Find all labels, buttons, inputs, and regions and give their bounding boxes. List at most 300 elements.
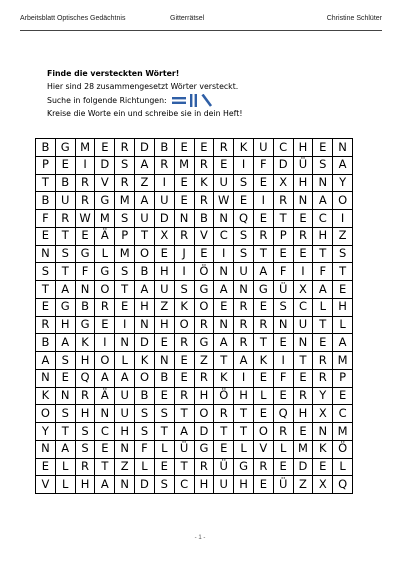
grid-cell[interactable]: L bbox=[155, 441, 175, 459]
grid-cell[interactable]: G bbox=[195, 441, 215, 459]
grid-cell[interactable]: K bbox=[313, 441, 333, 459]
grid-cell[interactable]: E bbox=[254, 175, 274, 193]
grid-cell[interactable]: T bbox=[234, 423, 254, 441]
grid-cell[interactable]: N bbox=[313, 423, 333, 441]
grid-cell[interactable]: A bbox=[313, 281, 333, 299]
grid-cell[interactable]: Q bbox=[274, 405, 294, 423]
grid-cell[interactable]: M bbox=[294, 441, 314, 459]
grid-cell[interactable]: E bbox=[195, 139, 215, 157]
grid-cell[interactable]: S bbox=[234, 228, 254, 246]
grid-cell[interactable]: G bbox=[234, 459, 254, 477]
grid-cell[interactable]: H bbox=[76, 476, 96, 494]
grid-cell[interactable]: H bbox=[195, 388, 215, 406]
grid-cell[interactable]: N bbox=[36, 370, 56, 388]
grid-cell[interactable]: K bbox=[135, 352, 155, 370]
grid-cell[interactable]: I bbox=[274, 352, 294, 370]
grid-cell[interactable]: R bbox=[195, 459, 215, 477]
grid-cell[interactable]: R bbox=[195, 370, 215, 388]
grid-cell[interactable]: H bbox=[56, 317, 76, 335]
grid-cell[interactable]: N bbox=[274, 317, 294, 335]
grid-cell[interactable]: E bbox=[175, 192, 195, 210]
grid-cell[interactable]: T bbox=[313, 246, 333, 264]
grid-cell[interactable]: K bbox=[36, 388, 56, 406]
grid-cell[interactable]: D bbox=[135, 139, 155, 157]
grid-cell[interactable]: Ü bbox=[214, 459, 234, 477]
grid-cell[interactable]: E bbox=[313, 139, 333, 157]
grid-cell[interactable]: E bbox=[36, 459, 56, 477]
grid-cell[interactable]: S bbox=[135, 405, 155, 423]
grid-cell[interactable]: T bbox=[155, 423, 175, 441]
grid-cell[interactable]: E bbox=[175, 139, 195, 157]
grid-cell[interactable]: B bbox=[36, 192, 56, 210]
grid-cell[interactable]: T bbox=[175, 459, 195, 477]
grid-cell[interactable]: M bbox=[115, 246, 135, 264]
grid-cell[interactable]: S bbox=[56, 246, 76, 264]
grid-cell[interactable]: E bbox=[294, 210, 314, 228]
grid-cell[interactable]: L bbox=[313, 299, 333, 317]
grid-cell[interactable]: H bbox=[135, 299, 155, 317]
grid-cell[interactable]: Ü bbox=[175, 441, 195, 459]
grid-cell[interactable]: E bbox=[254, 405, 274, 423]
grid-cell[interactable]: T bbox=[254, 334, 274, 352]
grid-cell[interactable]: S bbox=[36, 263, 56, 281]
grid-cell[interactable]: R bbox=[95, 299, 115, 317]
grid-cell[interactable]: T bbox=[36, 281, 56, 299]
grid-cell[interactable]: A bbox=[214, 281, 234, 299]
grid-cell[interactable]: I bbox=[333, 210, 353, 228]
grid-cell[interactable]: V bbox=[254, 441, 274, 459]
grid-cell[interactable]: E bbox=[155, 459, 175, 477]
grid-cell[interactable]: S bbox=[76, 423, 96, 441]
grid-cell[interactable]: I bbox=[254, 192, 274, 210]
grid-cell[interactable]: R bbox=[76, 175, 96, 193]
grid-cell[interactable]: N bbox=[36, 441, 56, 459]
grid-cell[interactable]: A bbox=[115, 370, 135, 388]
grid-cell[interactable]: G bbox=[56, 139, 76, 157]
grid-cell[interactable]: E bbox=[214, 299, 234, 317]
grid-cell[interactable]: P bbox=[274, 228, 294, 246]
grid-cell[interactable]: E bbox=[254, 370, 274, 388]
grid-cell[interactable]: N bbox=[115, 334, 135, 352]
grid-cell[interactable]: L bbox=[333, 317, 353, 335]
grid-cell[interactable]: I bbox=[115, 317, 135, 335]
grid-cell[interactable]: H bbox=[333, 299, 353, 317]
grid-cell[interactable]: D bbox=[274, 157, 294, 175]
grid-cell[interactable]: R bbox=[254, 228, 274, 246]
grid-cell[interactable]: Z bbox=[155, 299, 175, 317]
grid-cell[interactable]: O bbox=[95, 281, 115, 299]
grid-cell[interactable]: K bbox=[175, 299, 195, 317]
grid-cell[interactable]: R bbox=[175, 334, 195, 352]
grid-cell[interactable]: E bbox=[155, 388, 175, 406]
grid-cell[interactable]: X bbox=[313, 476, 333, 494]
grid-cell[interactable]: U bbox=[294, 317, 314, 335]
grid-cell[interactable]: N bbox=[36, 246, 56, 264]
grid-cell[interactable]: E bbox=[274, 334, 294, 352]
grid-cell[interactable]: Ü bbox=[274, 281, 294, 299]
grid-cell[interactable]: L bbox=[234, 441, 254, 459]
grid-cell[interactable]: Z bbox=[294, 476, 314, 494]
grid-cell[interactable]: W bbox=[214, 192, 234, 210]
grid-cell[interactable]: A bbox=[95, 370, 115, 388]
grid-cell[interactable]: K bbox=[76, 334, 96, 352]
grid-cell[interactable]: O bbox=[195, 405, 215, 423]
grid-cell[interactable]: F bbox=[76, 263, 96, 281]
grid-cell[interactable]: E bbox=[214, 441, 234, 459]
grid-cell[interactable]: N bbox=[214, 263, 234, 281]
grid-cell[interactable]: L bbox=[333, 459, 353, 477]
grid-cell[interactable]: I bbox=[76, 157, 96, 175]
grid-cell[interactable]: C bbox=[313, 210, 333, 228]
grid-cell[interactable]: P bbox=[333, 370, 353, 388]
grid-cell[interactable]: E bbox=[254, 476, 274, 494]
grid-cell[interactable]: O bbox=[135, 246, 155, 264]
grid-cell[interactable]: I bbox=[234, 370, 254, 388]
grid-cell[interactable]: R bbox=[56, 210, 76, 228]
grid-cell[interactable]: E bbox=[313, 459, 333, 477]
grid-cell[interactable]: I bbox=[294, 263, 314, 281]
grid-cell[interactable]: K bbox=[214, 370, 234, 388]
grid-cell[interactable]: R bbox=[175, 228, 195, 246]
grid-cell[interactable]: I bbox=[234, 157, 254, 175]
grid-cell[interactable]: E bbox=[214, 157, 234, 175]
grid-cell[interactable]: M bbox=[95, 210, 115, 228]
grid-cell[interactable]: E bbox=[274, 388, 294, 406]
grid-cell[interactable]: E bbox=[95, 139, 115, 157]
grid-cell[interactable]: H bbox=[234, 388, 254, 406]
grid-cell[interactable]: X bbox=[294, 281, 314, 299]
grid-cell[interactable]: Y bbox=[313, 388, 333, 406]
grid-cell[interactable]: T bbox=[95, 459, 115, 477]
grid-cell[interactable]: E bbox=[294, 246, 314, 264]
grid-cell[interactable]: Ö bbox=[195, 263, 215, 281]
grid-cell[interactable]: Q bbox=[234, 210, 254, 228]
grid-cell[interactable]: U bbox=[155, 281, 175, 299]
grid-cell[interactable]: A bbox=[95, 476, 115, 494]
grid-cell[interactable]: D bbox=[135, 334, 155, 352]
grid-cell[interactable]: Ö bbox=[214, 388, 234, 406]
grid-cell[interactable]: L bbox=[254, 388, 274, 406]
grid-cell[interactable]: Z bbox=[115, 459, 135, 477]
grid-cell[interactable]: S bbox=[333, 246, 353, 264]
grid-cell[interactable]: E bbox=[36, 299, 56, 317]
grid-cell[interactable]: O bbox=[254, 423, 274, 441]
grid-cell[interactable]: E bbox=[155, 334, 175, 352]
grid-cell[interactable]: B bbox=[36, 334, 56, 352]
grid-cell[interactable]: F bbox=[313, 263, 333, 281]
grid-cell[interactable]: E bbox=[76, 228, 96, 246]
grid-cell[interactable]: I bbox=[95, 334, 115, 352]
grid-cell[interactable]: N bbox=[214, 317, 234, 335]
grid-cell[interactable]: R bbox=[294, 228, 314, 246]
grid-cell[interactable]: U bbox=[214, 175, 234, 193]
grid-cell[interactable]: S bbox=[76, 441, 96, 459]
grid-cell[interactable]: Ö bbox=[333, 441, 353, 459]
grid-cell[interactable]: H bbox=[294, 175, 314, 193]
grid-cell[interactable]: A bbox=[214, 334, 234, 352]
grid-cell[interactable]: A bbox=[135, 192, 155, 210]
grid-cell[interactable]: H bbox=[234, 476, 254, 494]
grid-cell[interactable]: A bbox=[333, 157, 353, 175]
grid-cell[interactable]: N bbox=[333, 139, 353, 157]
grid-cell[interactable]: R bbox=[36, 317, 56, 335]
grid-cell[interactable]: T bbox=[254, 246, 274, 264]
grid-cell[interactable]: N bbox=[115, 441, 135, 459]
grid-cell[interactable]: S bbox=[115, 263, 135, 281]
grid-cell[interactable]: S bbox=[115, 210, 135, 228]
grid-cell[interactable]: F bbox=[274, 370, 294, 388]
grid-cell[interactable]: N bbox=[115, 476, 135, 494]
grid-cell[interactable]: S bbox=[135, 423, 155, 441]
grid-cell[interactable]: L bbox=[274, 441, 294, 459]
grid-cell[interactable]: N bbox=[95, 405, 115, 423]
grid-cell[interactable]: T bbox=[36, 175, 56, 193]
grid-cell[interactable]: R bbox=[254, 317, 274, 335]
grid-cell[interactable]: N bbox=[313, 175, 333, 193]
grid-cell[interactable]: E bbox=[175, 370, 195, 388]
grid-cell[interactable]: Q bbox=[333, 476, 353, 494]
grid-cell[interactable]: J bbox=[175, 246, 195, 264]
grid-cell[interactable]: T bbox=[214, 423, 234, 441]
grid-cell[interactable]: Ü bbox=[294, 157, 314, 175]
grid-cell[interactable]: L bbox=[56, 459, 76, 477]
grid-cell[interactable]: G bbox=[76, 246, 96, 264]
grid-cell[interactable]: S bbox=[274, 299, 294, 317]
grid-cell[interactable]: R bbox=[195, 317, 215, 335]
grid-cell[interactable]: T bbox=[56, 263, 76, 281]
grid-cell[interactable]: R bbox=[214, 139, 234, 157]
grid-cell[interactable]: E bbox=[234, 192, 254, 210]
grid-cell[interactable]: S bbox=[155, 405, 175, 423]
grid-cell[interactable]: F bbox=[36, 210, 56, 228]
grid-cell[interactable]: O bbox=[175, 317, 195, 335]
grid-cell[interactable]: S bbox=[56, 352, 76, 370]
grid-cell[interactable]: D bbox=[95, 157, 115, 175]
grid-cell[interactable]: L bbox=[56, 476, 76, 494]
grid-cell[interactable]: R bbox=[76, 388, 96, 406]
grid-cell[interactable]: G bbox=[95, 192, 115, 210]
grid-cell[interactable]: E bbox=[115, 299, 135, 317]
grid-cell[interactable]: N bbox=[175, 210, 195, 228]
grid-cell[interactable]: R bbox=[115, 139, 135, 157]
grid-cell[interactable]: E bbox=[254, 210, 274, 228]
grid-cell[interactable]: A bbox=[313, 192, 333, 210]
grid-cell[interactable]: U bbox=[115, 405, 135, 423]
grid-cell[interactable]: R bbox=[195, 157, 215, 175]
grid-cell[interactable]: V bbox=[95, 175, 115, 193]
grid-cell[interactable]: R bbox=[234, 299, 254, 317]
grid-cell[interactable]: G bbox=[195, 334, 215, 352]
grid-cell[interactable]: H bbox=[313, 228, 333, 246]
grid-cell[interactable]: B bbox=[135, 388, 155, 406]
grid-cell[interactable]: S bbox=[234, 175, 254, 193]
grid-cell[interactable]: D bbox=[155, 210, 175, 228]
grid-cell[interactable]: U bbox=[155, 192, 175, 210]
grid-cell[interactable]: Y bbox=[333, 175, 353, 193]
grid-cell[interactable]: D bbox=[294, 459, 314, 477]
grid-cell[interactable]: R bbox=[115, 175, 135, 193]
grid-cell[interactable]: B bbox=[155, 370, 175, 388]
grid-cell[interactable]: C bbox=[175, 476, 195, 494]
grid-cell[interactable]: K bbox=[254, 352, 274, 370]
grid-cell[interactable]: S bbox=[56, 405, 76, 423]
grid-cell[interactable]: S bbox=[155, 476, 175, 494]
grid-cell[interactable]: F bbox=[135, 441, 155, 459]
grid-cell[interactable]: G bbox=[95, 263, 115, 281]
grid-cell[interactable]: C bbox=[333, 405, 353, 423]
grid-cell[interactable]: Z bbox=[195, 352, 215, 370]
grid-cell[interactable]: H bbox=[195, 476, 215, 494]
grid-cell[interactable]: Ä bbox=[95, 228, 115, 246]
grid-cell[interactable]: T bbox=[333, 263, 353, 281]
grid-cell[interactable]: H bbox=[294, 139, 314, 157]
grid-cell[interactable]: Ä bbox=[95, 388, 115, 406]
grid-cell[interactable]: Y bbox=[36, 423, 56, 441]
grid-cell[interactable]: R bbox=[313, 352, 333, 370]
grid-cell[interactable]: O bbox=[195, 299, 215, 317]
grid-cell[interactable]: O bbox=[333, 192, 353, 210]
grid-cell[interactable]: A bbox=[135, 157, 155, 175]
grid-cell[interactable]: R bbox=[274, 192, 294, 210]
grid-cell[interactable]: L bbox=[115, 352, 135, 370]
grid-cell[interactable]: A bbox=[333, 334, 353, 352]
grid-cell[interactable]: B bbox=[195, 210, 215, 228]
grid-cell[interactable]: N bbox=[294, 192, 314, 210]
grid-cell[interactable]: E bbox=[333, 388, 353, 406]
grid-cell[interactable]: O bbox=[135, 370, 155, 388]
grid-cell[interactable]: E bbox=[294, 370, 314, 388]
grid-cell[interactable]: K bbox=[234, 139, 254, 157]
grid-cell[interactable]: D bbox=[135, 476, 155, 494]
grid-cell[interactable]: W bbox=[76, 210, 96, 228]
grid-cell[interactable]: N bbox=[294, 334, 314, 352]
grid-cell[interactable]: B bbox=[135, 263, 155, 281]
grid-cell[interactable]: G bbox=[254, 281, 274, 299]
grid-cell[interactable]: E bbox=[56, 370, 76, 388]
grid-cell[interactable]: R bbox=[76, 192, 96, 210]
grid-cell[interactable]: F bbox=[254, 157, 274, 175]
grid-cell[interactable]: A bbox=[36, 352, 56, 370]
grid-cell[interactable]: S bbox=[313, 157, 333, 175]
grid-cell[interactable]: F bbox=[274, 263, 294, 281]
grid-cell[interactable]: B bbox=[76, 299, 96, 317]
grid-cell[interactable]: E bbox=[294, 423, 314, 441]
grid-cell[interactable]: C bbox=[95, 423, 115, 441]
grid-cell[interactable]: Ü bbox=[274, 476, 294, 494]
grid-cell[interactable]: M bbox=[76, 139, 96, 157]
grid-cell[interactable]: T bbox=[56, 423, 76, 441]
grid-cell[interactable]: M bbox=[333, 352, 353, 370]
grid-cell[interactable]: A bbox=[56, 281, 76, 299]
grid-cell[interactable]: N bbox=[56, 388, 76, 406]
grid-cell[interactable]: R bbox=[214, 405, 234, 423]
grid-cell[interactable]: E bbox=[95, 317, 115, 335]
grid-cell[interactable]: S bbox=[115, 157, 135, 175]
grid-cell[interactable]: T bbox=[115, 281, 135, 299]
grid-cell[interactable]: T bbox=[175, 405, 195, 423]
grid-cell[interactable]: O bbox=[95, 352, 115, 370]
grid-cell[interactable]: R bbox=[195, 192, 215, 210]
grid-cell[interactable]: A bbox=[234, 352, 254, 370]
grid-cell[interactable]: Q bbox=[76, 370, 96, 388]
grid-cell[interactable]: G bbox=[76, 317, 96, 335]
grid-cell[interactable]: R bbox=[234, 317, 254, 335]
grid-cell[interactable]: L bbox=[95, 246, 115, 264]
grid-cell[interactable]: E bbox=[254, 299, 274, 317]
grid-cell[interactable]: R bbox=[274, 423, 294, 441]
grid-cell[interactable]: E bbox=[175, 175, 195, 193]
grid-cell[interactable]: C bbox=[274, 139, 294, 157]
grid-cell[interactable]: S bbox=[175, 281, 195, 299]
grid-cell[interactable]: V bbox=[195, 228, 215, 246]
grid-cell[interactable]: R bbox=[76, 459, 96, 477]
grid-cell[interactable]: H bbox=[76, 352, 96, 370]
grid-cell[interactable]: T bbox=[214, 352, 234, 370]
grid-cell[interactable]: H bbox=[155, 317, 175, 335]
grid-cell[interactable]: C bbox=[214, 228, 234, 246]
grid-cell[interactable]: E bbox=[155, 246, 175, 264]
grid-cell[interactable]: N bbox=[214, 210, 234, 228]
grid-cell[interactable]: G bbox=[56, 299, 76, 317]
grid-cell[interactable]: T bbox=[234, 405, 254, 423]
grid-cell[interactable]: V bbox=[36, 476, 56, 494]
grid-cell[interactable]: U bbox=[135, 210, 155, 228]
grid-cell[interactable]: G bbox=[195, 281, 215, 299]
grid-cell[interactable]: A bbox=[135, 281, 155, 299]
grid-cell[interactable]: M bbox=[175, 157, 195, 175]
grid-cell[interactable]: Z bbox=[333, 228, 353, 246]
grid-cell[interactable]: I bbox=[214, 246, 234, 264]
grid-cell[interactable]: H bbox=[155, 263, 175, 281]
grid-cell[interactable]: E bbox=[95, 441, 115, 459]
grid-cell[interactable]: E bbox=[274, 246, 294, 264]
grid-cell[interactable]: K bbox=[195, 175, 215, 193]
grid-cell[interactable]: P bbox=[115, 228, 135, 246]
grid-cell[interactable]: P bbox=[36, 157, 56, 175]
grid-cell[interactable]: T bbox=[294, 352, 314, 370]
grid-cell[interactable]: E bbox=[175, 352, 195, 370]
grid-cell[interactable]: T bbox=[313, 317, 333, 335]
grid-cell[interactable]: A bbox=[56, 441, 76, 459]
grid-cell[interactable]: N bbox=[76, 281, 96, 299]
grid-cell[interactable]: M bbox=[115, 192, 135, 210]
grid-cell[interactable]: T bbox=[56, 228, 76, 246]
grid-cell[interactable]: H bbox=[294, 405, 314, 423]
grid-cell[interactable]: X bbox=[274, 175, 294, 193]
grid-cell[interactable]: T bbox=[135, 228, 155, 246]
grid-cell[interactable]: U bbox=[115, 388, 135, 406]
grid-cell[interactable]: I bbox=[155, 175, 175, 193]
grid-cell[interactable]: B bbox=[155, 139, 175, 157]
grid-cell[interactable]: B bbox=[36, 139, 56, 157]
grid-cell[interactable]: L bbox=[135, 459, 155, 477]
grid-cell[interactable]: Z bbox=[135, 175, 155, 193]
grid-cell[interactable]: X bbox=[313, 405, 333, 423]
grid-cell[interactable]: E bbox=[274, 459, 294, 477]
grid-cell[interactable]: I bbox=[175, 263, 195, 281]
grid-cell[interactable]: E bbox=[333, 281, 353, 299]
grid-cell[interactable]: R bbox=[254, 459, 274, 477]
grid-cell[interactable]: M bbox=[333, 423, 353, 441]
grid-cell[interactable]: A bbox=[175, 423, 195, 441]
grid-cell[interactable]: R bbox=[294, 388, 314, 406]
grid-cell[interactable]: C bbox=[294, 299, 314, 317]
grid-cell[interactable]: R bbox=[234, 334, 254, 352]
grid-cell[interactable]: R bbox=[155, 157, 175, 175]
grid-cell[interactable]: R bbox=[175, 388, 195, 406]
grid-cell[interactable]: U bbox=[56, 192, 76, 210]
grid-cell[interactable]: U bbox=[214, 476, 234, 494]
